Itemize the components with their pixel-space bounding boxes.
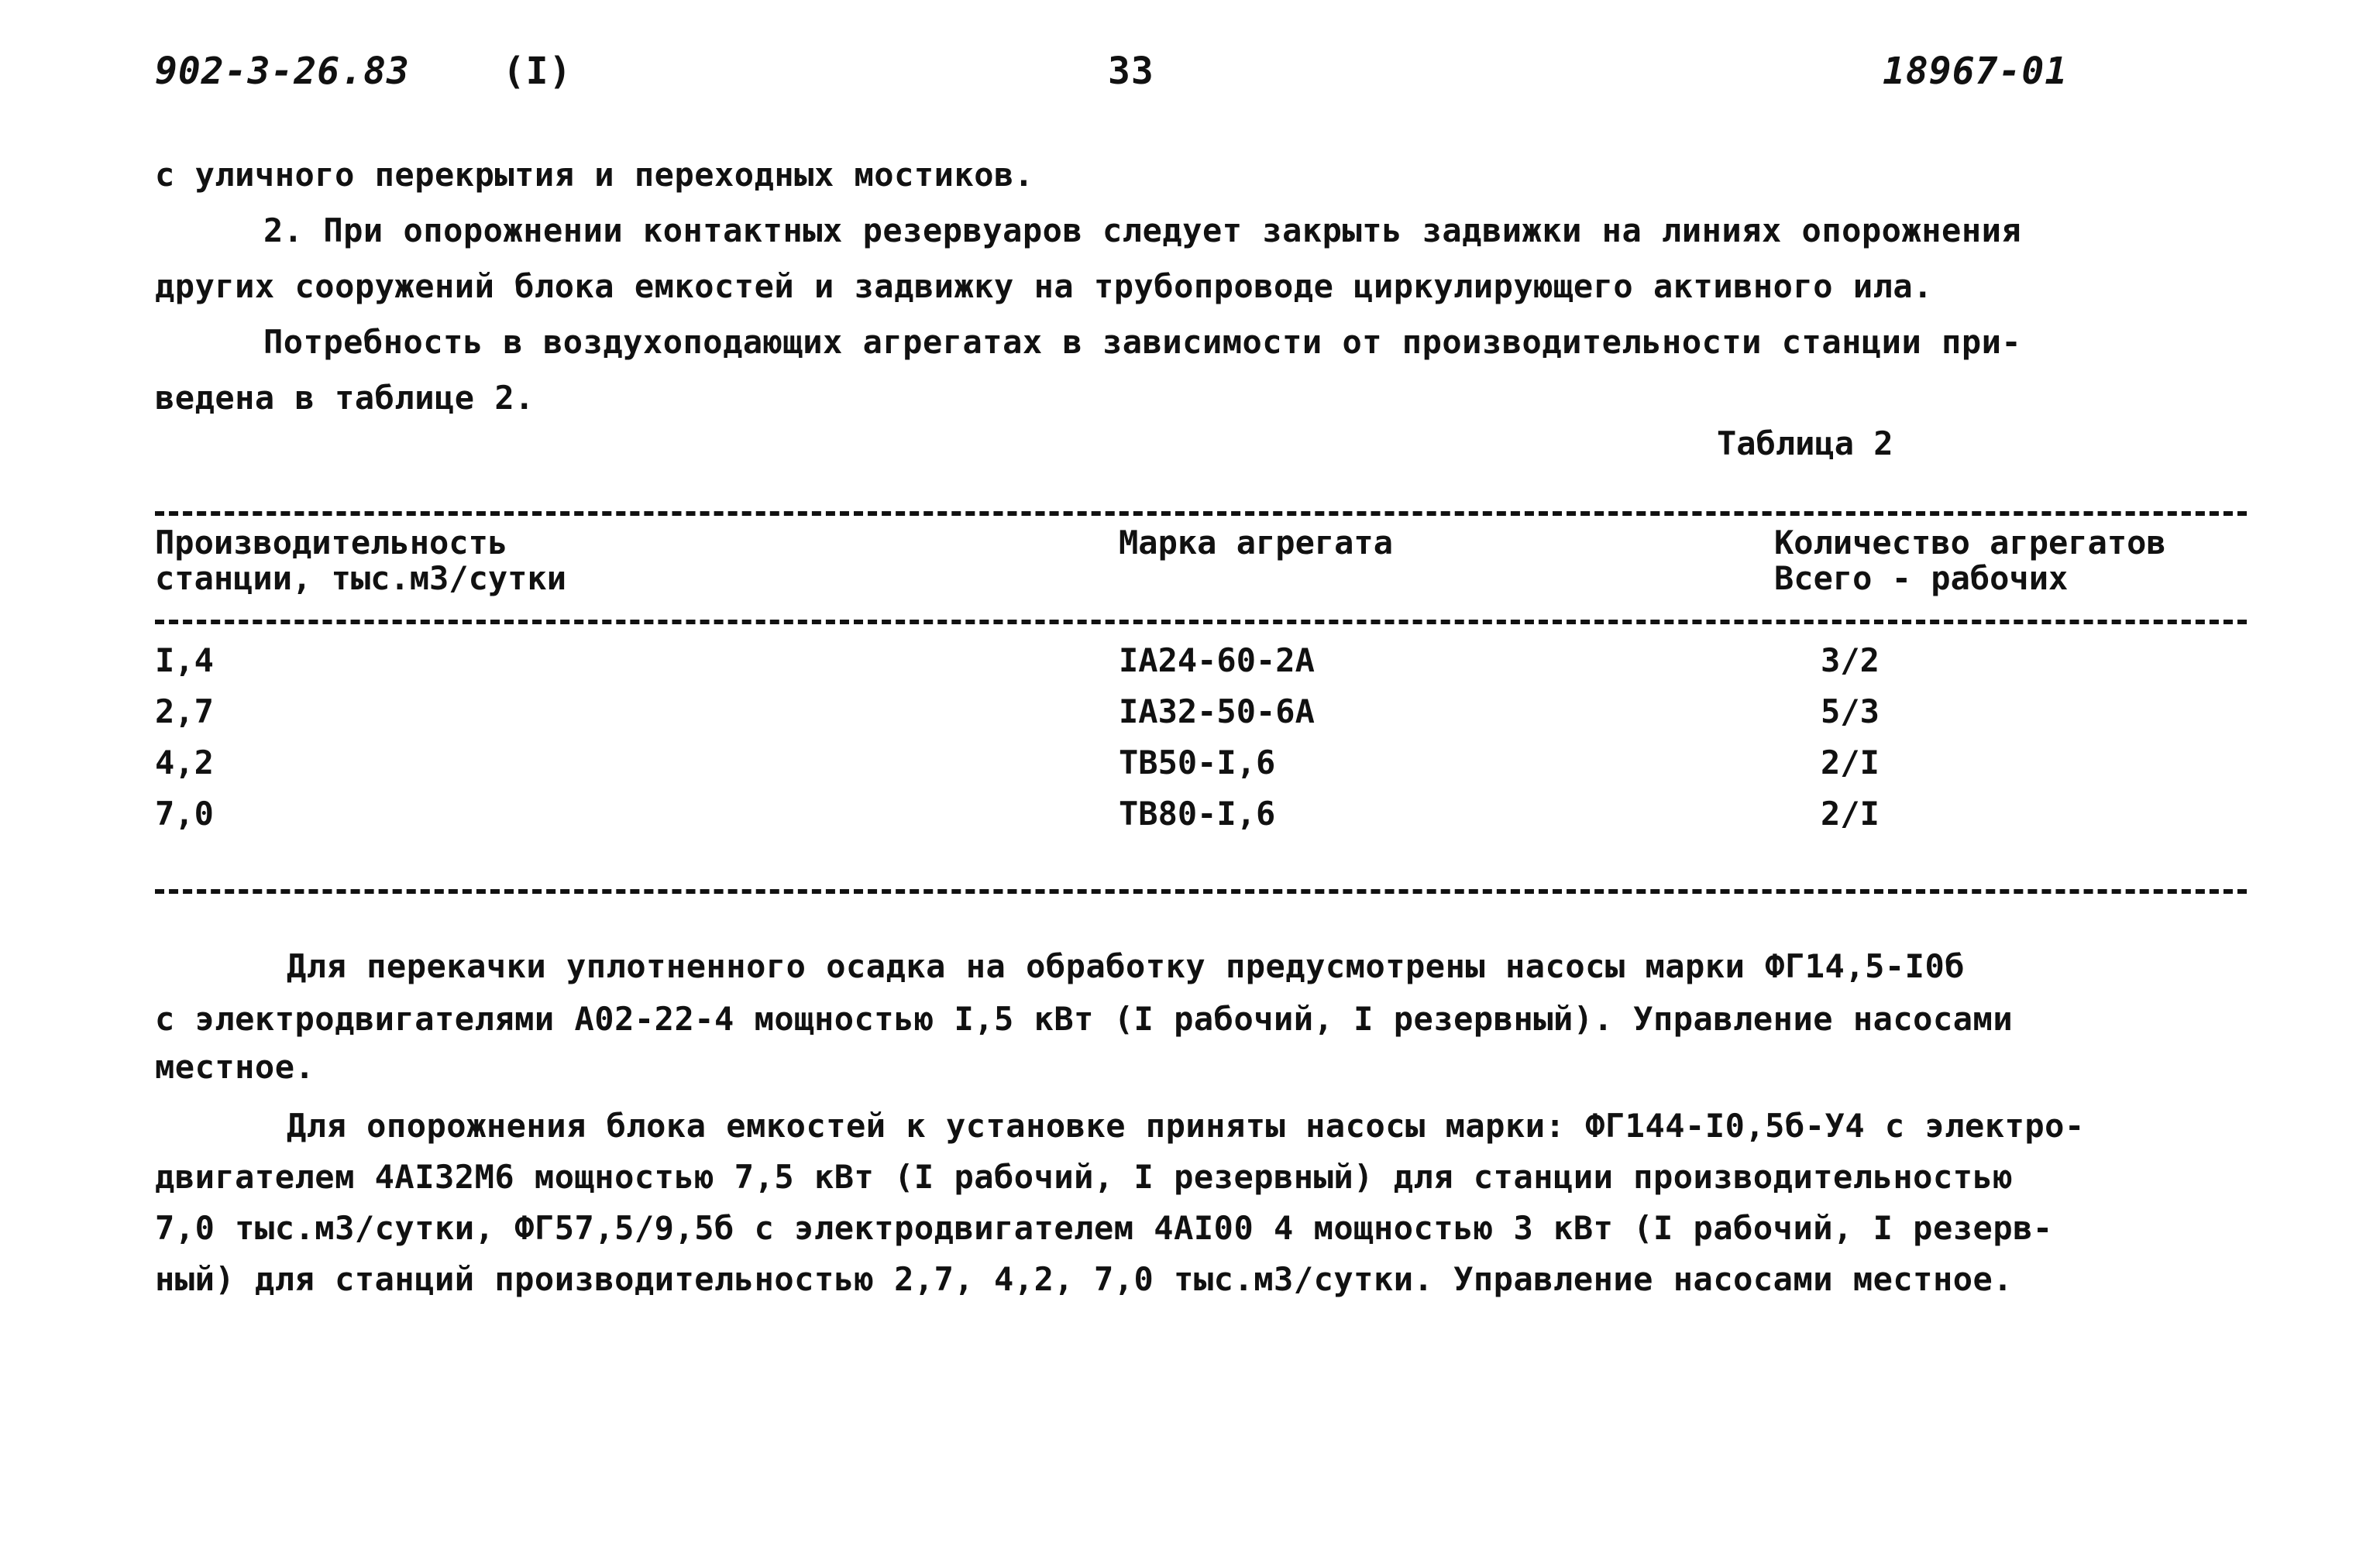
paragraph-line: с электродвигателями А02-22-4 мощностью I,5 кВт (I рабочий, I резервный). Управление насосами bbox=[155, 1000, 2014, 1038]
paragraph-line: ный) для станций производительностью 2,7, 4,2, 7,0 тыс.м3/сутки. Управление насосами местное. bbox=[155, 1260, 2014, 1298]
paragraph-line: Потребность в воздухоподающих агрегатах в зависимости от производительности станции при- bbox=[263, 323, 2022, 361]
doc-code-number: 902-3-26.83 bbox=[155, 50, 410, 93]
table-top-rule bbox=[155, 511, 2247, 516]
cell-model: ТВ50-I,6 bbox=[1119, 744, 1276, 781]
table-header-rule bbox=[155, 620, 2247, 624]
paragraph-line: Для опорожнения блока емкостей к установке приняты насосы марки: ФГ144-I0,5б-У4 с электро- bbox=[287, 1107, 2085, 1145]
header-line: Производительность bbox=[155, 524, 508, 562]
page-number: 33 bbox=[1108, 50, 1154, 93]
cell-model: IA32-50-6A bbox=[1119, 692, 1315, 730]
cell-capacity: 4,2 bbox=[155, 744, 214, 781]
paragraph-line: 7,0 тыс.м3/сутки, ФГ57,5/9,5б с электродвигателем 4АI00 4 мощностью 3 кВт (I рабочий, I резерв- bbox=[155, 1209, 2053, 1247]
cell-count: 5/3 bbox=[1821, 692, 1880, 730]
paragraph-line: ведена в таблице 2. bbox=[155, 379, 535, 417]
paragraph-line: Для перекачки уплотненного осадка на обработку предусмотрены насосы марки ФГ14,5-I0б bbox=[287, 947, 1966, 985]
cell-capacity: I,4 bbox=[155, 641, 214, 679]
paragraph-line: других сооружений блока емкостей и задвижку на трубопроводе циркулирующего активного ила. bbox=[155, 267, 1933, 305]
header-line: Марка агрегата bbox=[1119, 524, 1394, 562]
table-bottom-rule bbox=[155, 889, 2247, 894]
paragraph-line: местное. bbox=[155, 1048, 315, 1086]
sheet-number: 18967-01 bbox=[1883, 50, 2069, 93]
cell-model: ТВ80-I,6 bbox=[1119, 795, 1276, 833]
table-header-model bbox=[1119, 525, 1393, 561]
cell-count: 2/I bbox=[1821, 744, 1880, 781]
header-line: Количество агрегатов bbox=[1774, 524, 2166, 562]
header-line: станции, тыс.м3/сутки bbox=[155, 559, 567, 597]
header-line: Всего - рабочих bbox=[1774, 559, 2069, 597]
paragraph-line: двигателем 4АI32М6 мощностью 7,5 кВт (I рабочий, I резервный) для станции производительностью bbox=[155, 1158, 2014, 1196]
paragraph-line: 2. При опорожнении контактных резервуаров следует закрыть задвижки на линиях опорожнения bbox=[263, 211, 2022, 249]
paragraph-line: с уличного перекрытия и переходных мостиков. bbox=[155, 156, 1034, 194]
cell-capacity: 7,0 bbox=[155, 795, 214, 833]
cell-count: 3/2 bbox=[1821, 641, 1880, 679]
table-caption: Таблица 2 bbox=[1717, 424, 1893, 462]
doc-code bbox=[155, 50, 572, 93]
cell-capacity: 2,7 bbox=[155, 692, 214, 730]
doc-part: (I) bbox=[502, 50, 573, 93]
table-header-count bbox=[1774, 525, 2166, 596]
cell-model: IA24-60-2A bbox=[1119, 641, 1315, 679]
cell-count: 2/I bbox=[1821, 795, 1880, 833]
table-header-capacity bbox=[155, 525, 566, 596]
